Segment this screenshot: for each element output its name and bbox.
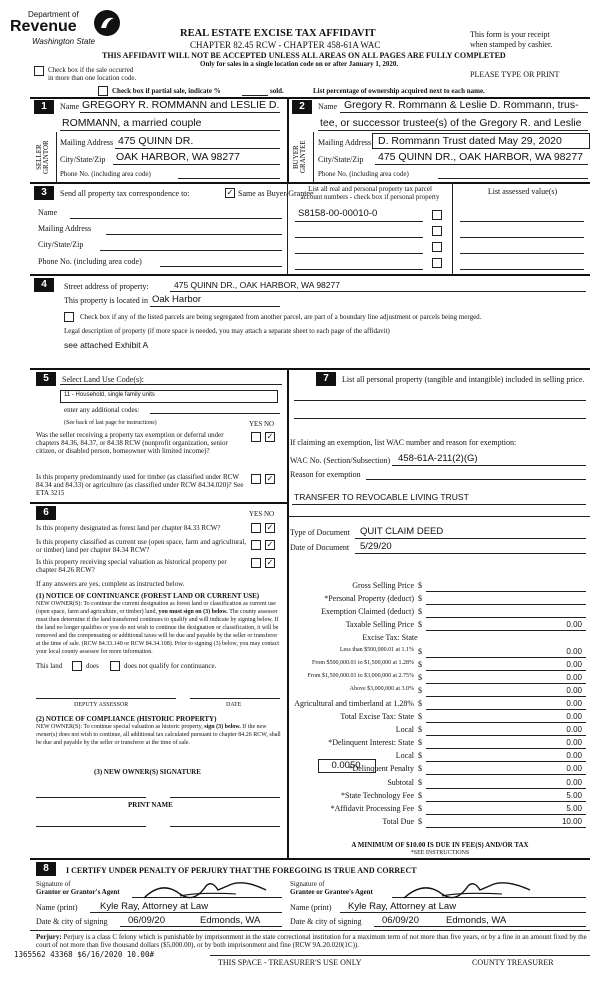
land-use-value: 11 - Household, single family units: [64, 392, 155, 398]
treasurer-rule: [210, 955, 590, 956]
calc-row-dollar: $: [418, 817, 422, 826]
section-1-2-divider: [287, 97, 289, 182]
tax-mailing-label: Mailing Address: [38, 224, 92, 233]
grantor-name-label: Name (print): [36, 903, 78, 912]
recording-stamp: 1365562 43368 $6/16/2020 10.00#: [14, 950, 154, 959]
section-8-top-rule: [30, 858, 590, 860]
calc-row-value[interactable]: 0.00: [566, 778, 582, 787]
calc-row-label: Gross Selling Price: [352, 581, 414, 590]
s5-q2-yes-checkbox[interactable]: [251, 474, 261, 484]
calc-row-rule: [426, 722, 586, 723]
calc-row-dollar: $: [418, 673, 422, 682]
calc-row-value[interactable]: 0.00: [566, 673, 582, 682]
calc-row-label: Taxable Selling Price: [345, 620, 414, 629]
grantee-date-rule: [374, 926, 586, 927]
buyer-name-line-2[interactable]: tee, or successor trustee(s) of the Gregory R. and Leslie: [320, 117, 582, 129]
parcel-header-2: account numbers - check box if personal property: [300, 193, 440, 201]
calc-row-rule: [426, 788, 586, 789]
grantee-city-value[interactable]: Edmonds, WA: [446, 915, 507, 926]
new-owner-signature-label: (3) NEW OWNER(S) SIGNATURE: [94, 768, 201, 776]
calc-row-rule: [426, 709, 586, 710]
print-name-rule-1: [36, 826, 146, 827]
street-address-label: Street address of property:: [64, 282, 149, 291]
buyer-side-rule: [313, 132, 314, 182]
calc-row-value[interactable]: 0.00: [566, 712, 582, 721]
seller-city-label: City/State/Zip: [60, 155, 106, 164]
notice-compliance-body-a: NEW OWNER(S): To continue special valuation as historic property,: [36, 724, 203, 730]
calc-row-rule: [426, 683, 586, 684]
county-treasurer-label: COUNTY TREASURER: [472, 958, 554, 967]
multi-location-checkbox[interactable]: [34, 66, 44, 76]
land-does-text: does: [86, 662, 99, 670]
calc-row-value[interactable]: 0.00: [566, 751, 582, 760]
receipt-note-1: This form is your receipt: [470, 30, 550, 39]
seller-side-rule: [56, 132, 57, 182]
tax-name-rule: [70, 218, 282, 219]
multi-location-label-1: Check box if the sale occurred: [48, 66, 134, 74]
parcel-rule-2: [295, 237, 423, 238]
partial-sale-label: Check box if partial sale, indicate %: [112, 87, 221, 95]
grantor-date-rule: [120, 926, 282, 927]
s6-q2-yes-checkbox[interactable]: [251, 540, 261, 550]
calc-row-dollar: $: [418, 778, 422, 787]
parcel-rule-3: [295, 253, 423, 254]
parcel-3-personal-checkbox[interactable]: [432, 242, 442, 252]
logo-state: Washington State: [32, 37, 96, 46]
calc-row-dollar: $: [418, 764, 422, 773]
assessed-rule-4: [460, 269, 584, 270]
sig-grantor-label-2: Grantor or Grantor's Agent: [36, 888, 120, 896]
calc-row-rule: [426, 814, 586, 815]
section-5-badge: 5: [36, 372, 56, 386]
segregated-checkbox[interactable]: [64, 312, 74, 322]
parcel-rule-1: [295, 221, 423, 222]
revenue-swoosh-icon: [92, 8, 122, 38]
calc-row-label: From $500,000.01 to $1,500,000 at 1.28%: [312, 660, 414, 666]
land-does-label: This land: [36, 662, 63, 670]
calc-row-value[interactable]: 5.00: [566, 804, 582, 813]
street-address-value[interactable]: 475 QUINN DR., OAK HARBOR, WA 98277: [174, 280, 340, 290]
calc-row-value[interactable]: 0.00: [566, 738, 582, 747]
calc-row-rule: [426, 617, 586, 618]
calc-row-rule: [426, 696, 586, 697]
treasurer-space-label: THIS SPACE - TREASURER'S USE ONLY: [218, 958, 362, 967]
s6-question-3: Is this property receiving special valuation as historical property per chapter 84.26 RCW?: [36, 558, 227, 574]
grantee-name-label: Name (print): [290, 903, 332, 912]
form-only-for: Only for sales in a single location code on or after January 1, 2020.: [200, 60, 399, 68]
calc-row-value[interactable]: 0.00: [566, 660, 582, 669]
reason-value[interactable]: TRANSFER TO REVOCABLE LIVING TRUST: [294, 492, 469, 502]
calc-row-label: Less than $500,000.01 at 1.1%: [339, 647, 414, 653]
sig-grantee-label-1: Signature of: [290, 880, 325, 888]
reason-rule-1: [366, 479, 586, 480]
legal-description-value[interactable]: see attached Exhibit A: [64, 340, 149, 350]
buyer-name-line-1[interactable]: Gregory R. Rommann & Leslie D. Rommann, trus-: [344, 99, 579, 111]
doc-date-label: Date of Document: [290, 543, 350, 552]
wac-label: WAC No. (Section/Subsection): [290, 456, 391, 465]
perjury-top-rule: [30, 930, 590, 931]
calc-row-dollar: $: [418, 738, 422, 747]
calc-row-rule: [426, 774, 586, 775]
grantee-name-rule: [340, 912, 586, 913]
wac-rule: [392, 465, 586, 466]
buyer-name-line-1-rule: [340, 112, 588, 113]
land-does-not-text: does not qualify for continuance.: [124, 662, 217, 670]
local-rate-value: 0.0050: [331, 760, 361, 771]
parcel-4-personal-checkbox[interactable]: [432, 258, 442, 268]
seller-grantor-side-label: SELLER GRANTOR: [35, 140, 50, 174]
buyer-name-line-2-rule: [318, 130, 588, 131]
calc-row-label: Local: [395, 725, 414, 734]
perjury-label: Perjury:: [36, 933, 62, 941]
section-6-badge: 6: [36, 506, 56, 520]
tax-city-label: City/State/Zip: [38, 240, 84, 249]
seller-city-value[interactable]: OAK HARBOR, WA 98277: [116, 151, 240, 163]
section-3-divider-1: [287, 182, 288, 274]
section-3-top-rule: [30, 182, 590, 184]
tax-name-label: Name: [38, 208, 58, 217]
calc-row-dollar: $: [418, 751, 422, 760]
calc-row-value[interactable]: 0.00: [566, 620, 582, 629]
tax-phone-rule: [160, 266, 282, 267]
notice-compliance-body-b: sign (3) below.: [204, 724, 241, 730]
grantee-date-value[interactable]: 06/09/20: [382, 915, 419, 926]
multi-location-label-2: in more than one location code.: [48, 74, 137, 82]
calc-row-label: Total Excise Tax: State: [340, 712, 414, 721]
calc-row-dollar: $: [418, 699, 422, 708]
grantor-name-value[interactable]: Kyle Ray, Attorney at Law: [100, 901, 209, 912]
section-7-badge: 7: [316, 372, 336, 386]
located-in-rule: [150, 306, 280, 307]
parcel-rule-4: [295, 269, 423, 270]
s6-question-2: Is this property classified as current use (open space, farm and agricultural, or timber) land per chapter 84.34 RCW?: [36, 538, 247, 554]
notice-continuance-body: [36, 600, 282, 656]
section-6-top-rule: [30, 502, 287, 504]
tax-city-rule: [100, 250, 282, 251]
form-warning: THIS AFFIDAVIT WILL NOT BE ACCEPTED UNLESS ALL AREAS ON ALL PAGES ARE FULLY COMPLETED: [102, 51, 506, 60]
parcel-2-personal-checkbox[interactable]: [432, 226, 442, 236]
if-any-yes-note: If any answers are yes, complete as instructed below.: [36, 580, 185, 588]
certify-statement: I CERTIFY UNDER PENALTY OF PERJURY THAT THE FOREGOING IS TRUE AND CORRECT: [66, 866, 417, 875]
calc-row-rule: [426, 801, 586, 802]
s5-question-1: Was the seller receiving a property tax exemption or deferral under chapters 84.36, 84.37, or 84.38 RCW (nonprofit organization, senior citizen, or disabled person, homeowner with limited income)?: [36, 431, 228, 455]
doc-type-rule: [355, 538, 586, 539]
calc-row-value[interactable]: 5.00: [566, 791, 582, 800]
calc-row-dollar: $: [418, 686, 422, 695]
tax-mailing-rule: [106, 234, 282, 235]
same-as-buyer-checkbox[interactable]: ✓: [226, 188, 234, 197]
reason-label: Reason for exemption: [290, 470, 361, 479]
s6-yes-header: YES: [249, 510, 263, 518]
seller-name-line-1-rule: [80, 112, 280, 113]
seller-phone-label: Phone No. (including area code): [60, 170, 151, 178]
grantor-city-value[interactable]: Edmonds, WA: [200, 915, 261, 926]
claiming-exemption-label: If claiming an exemption, list WAC number and reason for exemption:: [290, 438, 517, 447]
calc-row-rule: [426, 657, 586, 658]
perjury-statement: [36, 933, 588, 949]
calc-row-rule: [426, 630, 586, 631]
seller-name-label: Name: [60, 102, 80, 111]
additional-codes-label: enter any additional codes:: [64, 406, 140, 414]
section-3-divider-2: [452, 182, 453, 274]
see-back-instructions: (See back of last page for instructions): [64, 420, 157, 426]
s5-yes-header: YES: [249, 420, 263, 428]
calc-row-dollar: $: [418, 594, 422, 603]
calc-row-rule: [426, 735, 586, 736]
grantor-date-label: Date & city of signing: [36, 917, 108, 926]
personal-property-label: List all personal property (tangible and intangible) included in selling price.: [342, 375, 585, 384]
section-5-top-rule: [30, 368, 590, 370]
s5-no-header: NO: [264, 420, 275, 428]
wac-value[interactable]: 458-61A-211(2)(G): [398, 453, 478, 464]
calc-row-rule: [426, 670, 586, 671]
buyer-name-label: Name: [318, 102, 338, 111]
s5-q1-yes-checkbox[interactable]: [251, 432, 261, 442]
calc-row-dollar: $: [418, 791, 422, 800]
receipt-note-2: when stamped by cashier.: [470, 40, 553, 49]
assessed-rule-2: [460, 237, 584, 238]
left-right-divider: [287, 368, 289, 858]
seller-city-rule: [113, 164, 280, 165]
land-does-checkbox[interactable]: [72, 661, 82, 671]
calc-row-label: *Affidavit Processing Fee: [330, 804, 414, 813]
sig-grantor-label-1: Signature of: [36, 880, 71, 888]
s6-no-header: NO: [264, 510, 275, 518]
calc-row-label: *Delinquent Penalty: [348, 764, 414, 773]
notice-compliance-body: [36, 723, 282, 747]
calc-row-dollar: $: [418, 581, 422, 590]
personal-property-rule-2: [294, 418, 586, 419]
s5-q2-no-checkbox[interactable]: ✓: [266, 474, 274, 483]
calc-row-label: *Delinquent Interest: State: [328, 738, 414, 747]
street-address-rule: [170, 291, 586, 292]
parcel-number-1[interactable]: S8158-00-00010-0: [298, 208, 378, 219]
section-4-top-rule: [30, 274, 590, 276]
s6-q2-no-checkbox[interactable]: ✓: [266, 540, 274, 549]
notice-continuance-body-c: The county assessor must then determine if the land transferred continues to qualify and will indicate by signing below. If the land no longer qualifies or you do not wish to continue the designation or classification, it will be removed and the compensating or additional taxes will be due and payable by the seller or transferor at the time of sale. (RCW 84.33.140 or RCW 84.34.108). Prior to signing (3) below, you may contact your local county assessor for more information.: [36, 609, 280, 655]
calc-row-label: Local: [395, 751, 414, 760]
grantee-date-label: Date & city of signing: [290, 917, 362, 926]
located-in-label: This property is located in: [64, 296, 148, 305]
legal-description-label: Legal description of property (if more space is needed, you may attach a separate sheet to each page of the affidavit): [64, 327, 390, 335]
section-1-badge: 1: [34, 100, 54, 114]
partial-sale-percent-line: [242, 95, 268, 96]
seller-name-line-2[interactable]: ROMMANN, a married couple: [62, 117, 202, 129]
assessed-rule-3: [460, 253, 584, 254]
calc-row-label: *State Technology Fee: [340, 791, 414, 800]
calc-row-value[interactable]: 10.00: [561, 817, 582, 826]
calc-row-value[interactable]: 0.00: [566, 764, 582, 773]
calc-row-rule: [426, 591, 586, 592]
notice-compliance-title: (2) NOTICE OF COMPLIANCE (HISTORIC PROPERTY): [36, 715, 217, 723]
calc-row-rule: [426, 761, 586, 762]
minimum-due-note: A MINIMUM OF $10.00 IS DUE IN FEE(S) AND/OR TAX: [351, 841, 529, 849]
notice-continuance-body-a: NEW OWNER(S): To continue the current designation as forest land or classification as current use (open space, farm and agriculture, or timber) land,: [36, 601, 276, 615]
calc-row-rule: [426, 748, 586, 749]
sig-grantee-label-2: Grantee or Grantee's Agent: [290, 888, 373, 896]
tax-phone-label: Phone No. (including area code): [38, 257, 142, 266]
calc-row-label: Above $3,000,000 at 3.0%: [349, 686, 414, 692]
calc-row-dollar: $: [418, 647, 422, 656]
buyer-city-rule: [375, 164, 588, 165]
additional-codes-rule: [150, 413, 280, 414]
calc-row-value[interactable]: 0.00: [566, 699, 582, 708]
calc-row-dollar: $: [418, 607, 422, 616]
s6-question-1: Is this property designated as forest land per chapter 84.33 RCW?: [36, 524, 221, 532]
see-instructions-note: *SEE INSTRUCTIONS: [410, 850, 470, 856]
seller-name-line-1[interactable]: GREGORY R. ROMMANN and LESLIE D.: [82, 99, 280, 111]
parcel-1-personal-checkbox[interactable]: [432, 210, 442, 220]
calc-row-value[interactable]: 0.00: [566, 647, 582, 656]
s5-question-2: Is this property predominantly used for timber (as classified under RCW 84.34 and 84.33) or agriculture (as classified under RCW 84.34.020)? See ETA 3215: [36, 473, 244, 497]
parcel-header-1: List all real and personal property tax parcel: [308, 185, 432, 193]
new-owner-sig-rule-1: [36, 797, 146, 798]
land-does-not-checkbox[interactable]: [110, 661, 120, 671]
assessed-rule-1: [460, 221, 584, 222]
calc-row-label: From $1,500,000.01 to $3,000,000 at 2.75%: [307, 673, 414, 679]
notice-continuance-body-b: you must sign on (3) below.: [158, 609, 228, 615]
grantor-name-rule: [90, 912, 282, 913]
buyer-grantee-side-label: BUYER GRANTEE: [292, 140, 307, 174]
type-or-print: PLEASE TYPE OR PRINT: [470, 70, 560, 79]
partial-sale-sold: sold.: [270, 87, 284, 95]
section-3-badge: 3: [34, 186, 54, 200]
buyer-mailing-label: Mailing Address: [318, 138, 372, 147]
notice-compliance-body-c: If the new owner(s) does not wish to continue, all additional tax calculated pursuant to chapter 84.26 RCW, shall be due and payable by the seller or transferor at the time of sale.: [36, 724, 281, 746]
calc-row-label: Subtotal: [387, 778, 414, 787]
segregated-label: Check box if any of the listed parcels are being segregated from another parcel, are part of a boundary line adjustment or parcels being merged.: [80, 313, 482, 321]
buyer-phone-label: Phone No. (including area code): [318, 170, 409, 178]
section-8-badge: 8: [36, 862, 56, 876]
deputy-date-label: DATE: [226, 702, 242, 708]
calc-row-label: Exemption Claimed (deduct): [321, 607, 414, 616]
deputy-date-rule: [190, 698, 280, 699]
calc-row-label: *Personal Property (deduct): [324, 594, 414, 603]
land-use-label-rule: [60, 384, 282, 385]
doc-top-rule: [288, 516, 590, 517]
seller-mailing-value[interactable]: 475 QUINN DR.: [118, 135, 194, 147]
calc-row-dollar: $: [418, 660, 422, 669]
seller-mailing-rule: [115, 148, 280, 149]
print-name-label: PRINT NAME: [128, 801, 173, 809]
percentage-note: List percentage of ownership acquired next to each name.: [313, 87, 485, 95]
buyer-phone-rule: [438, 178, 588, 179]
doc-date-rule: [355, 553, 586, 554]
calc-row-dollar: $: [418, 620, 422, 629]
calc-row-dollar: $: [418, 725, 422, 734]
revenue-logo: [10, 6, 130, 54]
seller-mailing-label: Mailing Address: [60, 138, 114, 147]
notice-continuance-title: (1) NOTICE OF CONTINUANCE (FOREST LAND OR CURRENT USE): [36, 592, 260, 600]
calc-row-value[interactable]: 0.00: [566, 725, 582, 734]
calc-row-dollar: $: [418, 712, 422, 721]
s6-q3-no-checkbox[interactable]: ✓: [266, 558, 274, 567]
buyer-city-label: City/State/Zip: [318, 155, 364, 164]
deputy-assessor-rule: [36, 698, 176, 699]
buyer-mailing-value[interactable]: D. Rommann Trust dated May 29, 2020: [378, 135, 562, 147]
seller-name-line-2-rule: [60, 130, 280, 131]
located-in-value[interactable]: Oak Harbor: [152, 294, 202, 305]
tax-correspondence-label: Send all property tax correspondence to:: [60, 189, 190, 198]
doc-type-value[interactable]: QUIT CLAIM DEED: [360, 526, 444, 537]
assessed-header: List assessed value(s): [487, 187, 558, 196]
form-title: REAL ESTATE EXCISE TAX AFFIDAVIT: [180, 28, 376, 39]
print-name-rule-2: [170, 826, 280, 827]
logo-dept: Department of: [28, 10, 79, 19]
deputy-assessor-label: DEPUTY ASSESSOR: [74, 702, 129, 708]
doc-date-value[interactable]: 5/29/20: [360, 541, 392, 552]
doc-type-label: Type of Document: [290, 528, 350, 537]
logo-revenue: Revenue: [10, 18, 77, 35]
calc-row-label: Excise Tax: State: [362, 633, 418, 642]
calc-row-label: Total Due: [382, 817, 414, 826]
calc-row-label: Agricultural and timberland at 1.28%: [294, 699, 414, 708]
calc-row-value[interactable]: 0.00: [566, 686, 582, 695]
s6-q1-no-checkbox[interactable]: ✓: [266, 523, 274, 532]
partial-sale-checkbox[interactable]: [98, 86, 108, 96]
new-owner-sig-rule-2: [170, 797, 280, 798]
s6-q3-yes-checkbox[interactable]: [251, 558, 261, 568]
grantor-date-value[interactable]: 06/09/20: [128, 915, 165, 926]
calc-row-rule: [426, 827, 586, 828]
grantee-name-value[interactable]: Kyle Ray, Attorney at Law: [348, 901, 457, 912]
land-use-label: Select Land Use Code(s):: [62, 375, 144, 384]
seller-phone-rule: [178, 178, 280, 179]
section-2-badge: 2: [292, 100, 312, 114]
s6-q1-yes-checkbox[interactable]: [251, 523, 261, 533]
form-chapter: CHAPTER 82.45 RCW - CHAPTER 458-61A WAC: [190, 40, 381, 50]
section-4-badge: 4: [34, 278, 54, 292]
buyer-city-value[interactable]: 475 QUINN DR., OAK HARBOR, WA 98277: [378, 151, 584, 163]
calc-row-dollar: $: [418, 804, 422, 813]
personal-property-rule-1: [294, 400, 586, 401]
perjury-text: Perjury is a class C felony which is punishable by imprisonment in the state correctional institution for a maximum term of not more than five years, or by a fine in an amount fixed by the court of not more than five thousand dollars ($5,000.00), or by both imprisonment and fine (RCW 9A.20.020(1C)).: [36, 933, 587, 949]
same-as-buyer-label: Same as Buyer/Grantee: [238, 189, 314, 198]
s5-q1-no-checkbox[interactable]: ✓: [266, 432, 274, 441]
calc-row-rule: [426, 604, 586, 605]
reason-rule-2: [292, 504, 586, 505]
